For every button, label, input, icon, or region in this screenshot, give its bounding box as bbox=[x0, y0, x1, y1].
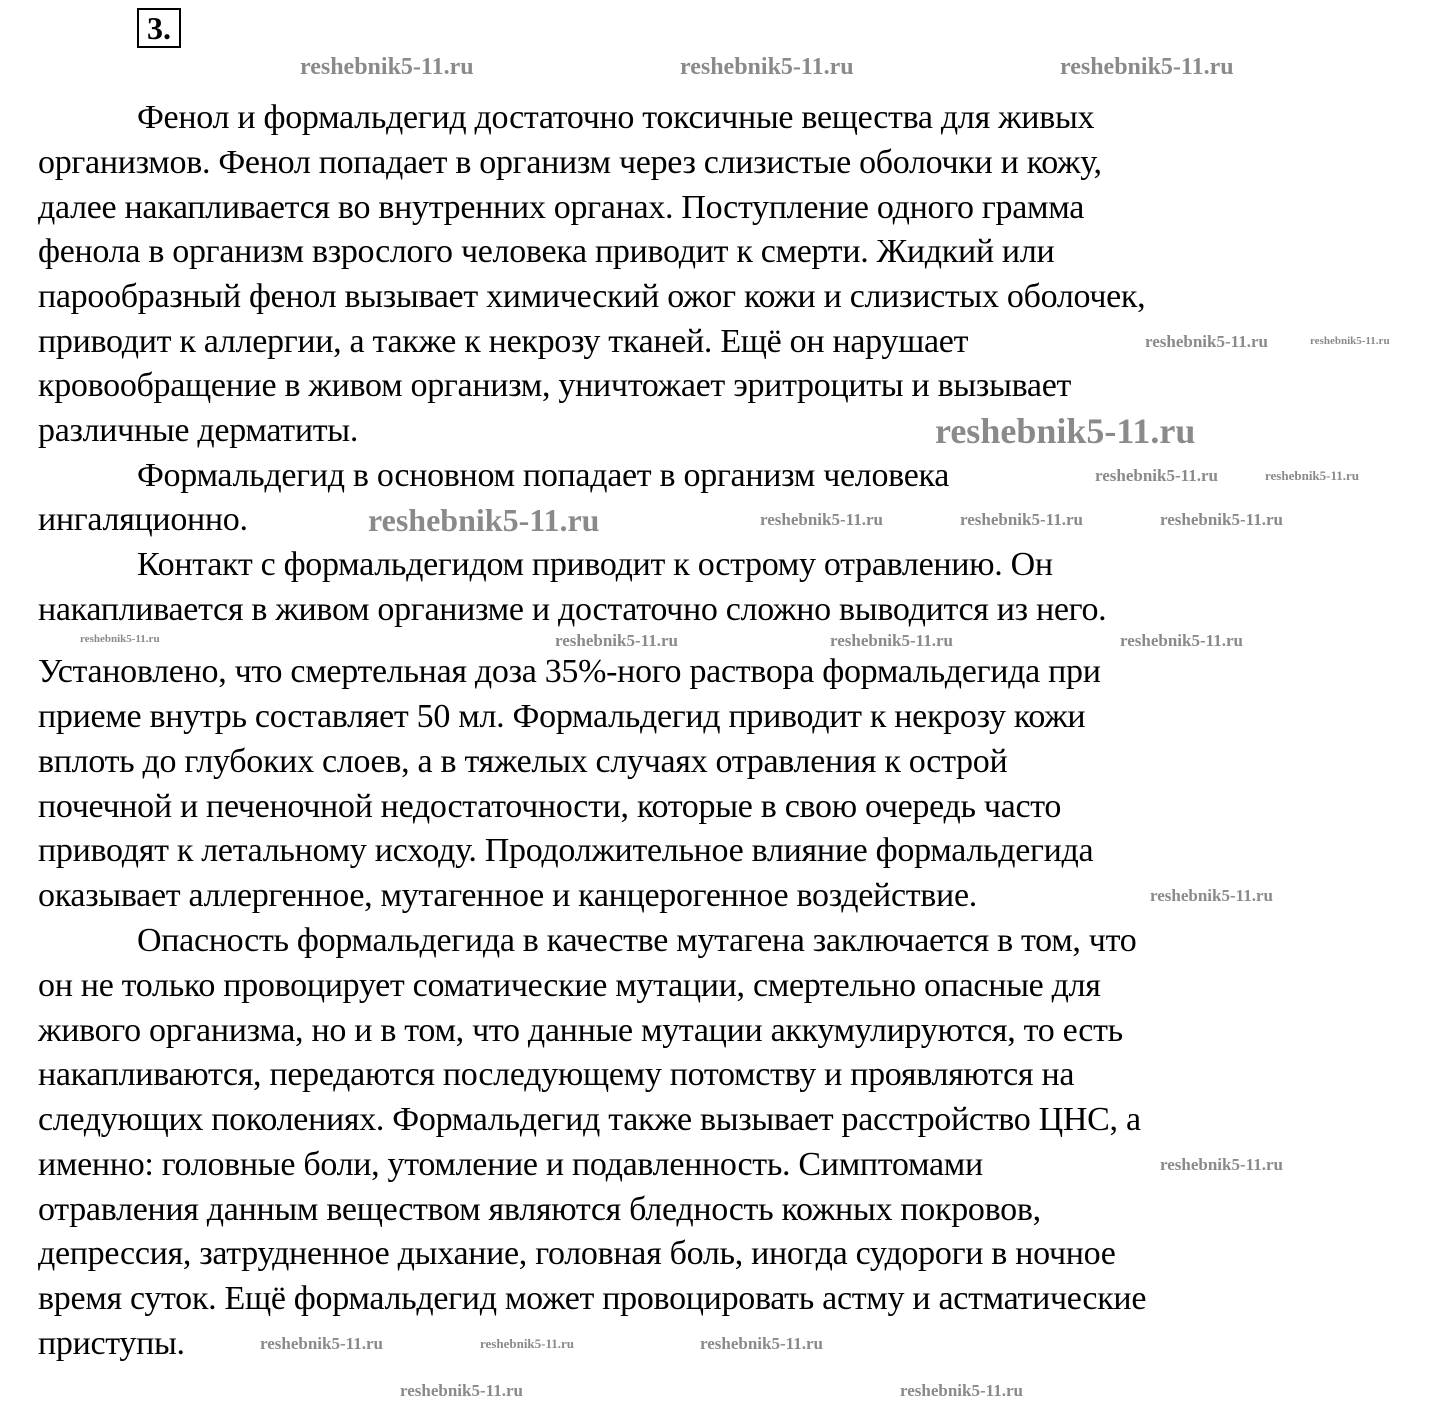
watermark: reshebnik5-11.ru bbox=[368, 502, 600, 538]
watermark: reshebnik5-11.ru bbox=[1060, 54, 1234, 80]
text-line: Контакт с формальдегидом приводит к острому отравлению. Он bbox=[137, 546, 1053, 583]
text-line: депрессия, затрудненное дыхание, головная боль, иногда судороги в ночное bbox=[38, 1235, 1116, 1272]
watermark: reshebnik5-11.ru bbox=[1150, 886, 1273, 905]
text-line: кровообращение в живом организм, уничтожает эритроциты и вызывает bbox=[38, 367, 1072, 404]
text-line: ингаляционно. bbox=[38, 501, 248, 538]
watermark: reshebnik5-11.ru bbox=[400, 1381, 523, 1400]
text-line: следующих поколениях. Формальдегид также вызывает расстройство ЦНС, а bbox=[38, 1101, 1141, 1138]
text-line: приводят к летальному исходу. Продолжительное влияние формальдегида bbox=[38, 832, 1094, 869]
text-line: фенола в организм взрослого человека приводит к смерти. Жидкий или bbox=[38, 233, 1055, 270]
text-line: он не только провоцирует соматические мутации, смертельно опасные для bbox=[38, 967, 1101, 1004]
watermark: reshebnik5-11.ru bbox=[760, 510, 883, 529]
text-line: накапливаются, передаются последующему потомству и проявляются на bbox=[38, 1056, 1075, 1093]
watermark: reshebnik5-11.ru bbox=[960, 510, 1083, 529]
watermark: reshebnik5-11.ru bbox=[1145, 332, 1268, 351]
watermark: reshebnik5-11.ru bbox=[830, 631, 953, 650]
text-line: Опасность формальдегида в качестве мутагена заключается в том, что bbox=[137, 922, 1137, 959]
text-line: приступы. bbox=[38, 1325, 185, 1362]
text-line: различные дерматиты. bbox=[38, 412, 359, 449]
watermark: reshebnik5-11.ru bbox=[1160, 510, 1283, 529]
watermark: reshebnik5-11.ru bbox=[1160, 1155, 1283, 1174]
text-line: отравления данным веществом являются бледность кожных покровов, bbox=[38, 1191, 1041, 1228]
text-line: Фенол и формальдегид достаточно токсичные вещества для живых bbox=[137, 99, 1095, 136]
watermark: reshebnik5-11.ru bbox=[1120, 631, 1243, 650]
watermark: reshebnik5-11.ru bbox=[300, 54, 474, 80]
text-line: приводит к аллергии, а также к некрозу тканей. Ещё он нарушает bbox=[38, 323, 969, 360]
watermark: reshebnik5-11.ru bbox=[555, 631, 678, 650]
text-line: время суток. Ещё формальдегид может провоцировать астму и астматические bbox=[38, 1280, 1147, 1317]
watermark: reshebnik5-11.ru bbox=[260, 1334, 383, 1353]
text-line: живого организма, но и в том, что данные мутации аккумулируются, то есть bbox=[38, 1012, 1123, 1049]
text-line: накапливается в живом организме и достаточно сложно выводится из него. bbox=[38, 591, 1107, 628]
text-line: организмов. Фенол попадает в организм через слизистые оболочки и кожу, bbox=[38, 144, 1102, 181]
text-line: приеме внутрь составляет 50 мл. Формальдегид приводит к некрозу кожи bbox=[38, 698, 1086, 735]
text-line: почечной и печеночной недостаточности, которые в свою очередь часто bbox=[38, 788, 1062, 825]
watermark: reshebnik5-11.ru bbox=[900, 1381, 1023, 1400]
task-number: 3. bbox=[137, 8, 181, 48]
watermark: reshebnik5-11.ru bbox=[935, 411, 1196, 451]
text-line: далее накапливается во внутренних органах. Поступление одного грамма bbox=[38, 189, 1085, 226]
watermark: reshebnik5-11.ru bbox=[700, 1334, 823, 1353]
text-line: Установлено, что смертельная доза 35%-ного раствора формальдегида при bbox=[38, 653, 1101, 690]
text-line: парообразный фенол вызывает химический ожог кожи и слизистых оболочек, bbox=[38, 278, 1146, 315]
watermark: reshebnik5-11.ru bbox=[480, 1336, 575, 1351]
watermark: reshebnik5-11.ru bbox=[1095, 466, 1218, 485]
text-line: оказывает аллергенное, мутагенное и канцерогенное воздействие. bbox=[38, 877, 977, 914]
watermark: reshebnik5-11.ru bbox=[1265, 468, 1360, 483]
watermark: reshebnik5-11.ru bbox=[680, 54, 854, 80]
text-line: именно: головные боли, утомление и подавленность. Симптомами bbox=[38, 1146, 983, 1183]
text-line: Формальдегид в основном попадает в организм человека bbox=[137, 457, 949, 494]
watermark: reshebnik5-11.ru bbox=[1310, 335, 1390, 347]
watermark: reshebnik5-11.ru bbox=[80, 633, 160, 645]
text-line: вплоть до глубоких слоев, а в тяжелых случаях отравления к острой bbox=[38, 743, 1008, 780]
